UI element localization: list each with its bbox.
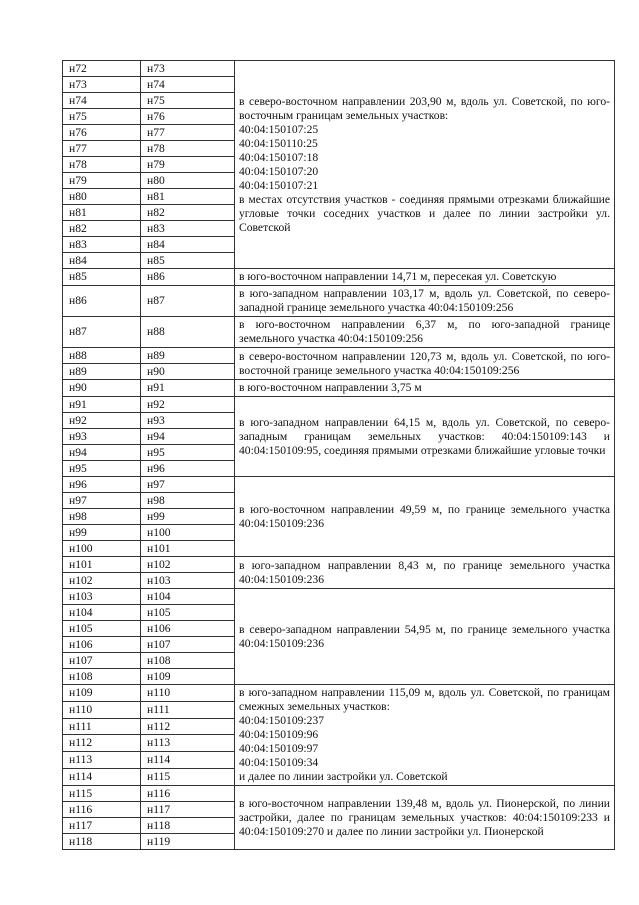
point-from-cell: н81	[63, 205, 141, 221]
point-from-cell: н95	[63, 461, 141, 477]
point-from-cell: н109	[63, 685, 141, 702]
point-from-cell: н91	[63, 397, 141, 413]
point-to-cell: н96	[141, 461, 235, 477]
segment-description-cell	[235, 286, 615, 317]
point-from-cell: н97	[63, 493, 141, 509]
point-from-cell: н89	[63, 364, 141, 380]
description-text: в юго-восточном направлении 14,71 м, пересекая ул. Советскую	[239, 270, 557, 283]
description-text: в северо-восточном направлении 120,73 м, вдоль ул. Советской, по юго-восточной границе земельного участка 40:04:150109:256	[239, 349, 610, 377]
point-to-cell: н79	[141, 157, 235, 173]
point-from-cell: н115	[63, 786, 141, 802]
table-row	[63, 589, 615, 605]
point-to-cell: н82	[141, 205, 235, 221]
point-to-cell: н119	[141, 834, 235, 850]
table-body	[63, 61, 615, 850]
point-to-cell: н114	[141, 752, 235, 769]
point-from-cell: н90	[63, 380, 141, 397]
point-to-cell: н81	[141, 189, 235, 205]
point-from-cell: н101	[63, 557, 141, 573]
point-from-cell: н84	[63, 253, 141, 269]
point-from-cell: н85	[63, 269, 141, 286]
point-from-cell: н107	[63, 653, 141, 669]
description-tail: в местах отсутствия участков - соединяя прямыми отрезками ближайшие угловые точки соседних участков и далее по линии застройки ул. Советской	[239, 192, 610, 234]
point-from-cell: н79	[63, 173, 141, 189]
point-from-cell: н80	[63, 189, 141, 205]
point-from-cell: н116	[63, 802, 141, 818]
point-to-cell: н100	[141, 525, 235, 541]
segment-description-cell	[235, 397, 615, 477]
point-from-cell: н113	[63, 752, 141, 769]
point-from-cell: н106	[63, 637, 141, 653]
table-row	[63, 397, 615, 413]
point-to-cell: н98	[141, 493, 235, 509]
point-from-cell: н98	[63, 509, 141, 525]
point-from-cell: н83	[63, 237, 141, 253]
point-from-cell: н73	[63, 77, 141, 93]
point-to-cell: н78	[141, 141, 235, 157]
point-from-cell: н96	[63, 477, 141, 493]
point-to-cell: н73	[141, 61, 235, 77]
point-from-cell: н100	[63, 541, 141, 557]
cadastral-number: 40:04:150109:237	[239, 714, 325, 727]
point-to-cell: н101	[141, 541, 235, 557]
description-text: в юго-восточном направлении 139,48 м, вдоль ул. Пионерской, по линии застройки, далее по границам земельных участков: 40:04:150109:233 и 40:04:150109:270 и далее по линии застройки ул. Пионерской	[239, 796, 610, 838]
table-row	[63, 685, 615, 702]
point-to-cell: н109	[141, 669, 235, 685]
point-to-cell: н83	[141, 221, 235, 237]
point-from-cell: н72	[63, 61, 141, 77]
point-from-cell: н77	[63, 141, 141, 157]
segment-description-cell	[235, 380, 615, 397]
point-to-cell: н74	[141, 77, 235, 93]
point-to-cell: н76	[141, 109, 235, 125]
description-text: в северо-западном направлении 54,95 м, по границе земельного участка 40:04:150109:236	[239, 622, 610, 650]
point-from-cell: н104	[63, 605, 141, 621]
table-row	[63, 786, 615, 802]
point-to-cell: н118	[141, 818, 235, 834]
point-from-cell: н92	[63, 413, 141, 429]
segment-description-cell	[235, 61, 615, 269]
point-to-cell: н108	[141, 653, 235, 669]
segment-description-cell	[235, 477, 615, 557]
point-from-cell: н118	[63, 834, 141, 850]
point-to-cell: н102	[141, 557, 235, 573]
point-to-cell: н94	[141, 429, 235, 445]
point-to-cell: н90	[141, 364, 235, 380]
point-to-cell: н103	[141, 573, 235, 589]
cadastral-number: 40:04:150107:21	[239, 178, 319, 192]
cadastral-number: 40:04:150107:20	[239, 164, 319, 178]
point-from-cell: н87	[63, 317, 141, 348]
table-row	[63, 61, 615, 77]
cadastral-number: 40:04:150107:25	[239, 122, 319, 136]
point-to-cell: н75	[141, 93, 235, 109]
table-row	[63, 348, 615, 364]
segment-description-cell	[235, 348, 615, 380]
point-to-cell: н97	[141, 477, 235, 493]
point-to-cell: н89	[141, 348, 235, 364]
table-row	[63, 286, 615, 317]
point-to-cell: н115	[141, 769, 235, 786]
point-from-cell: н117	[63, 818, 141, 834]
point-to-cell: н80	[141, 173, 235, 189]
point-from-cell: н110	[63, 701, 141, 718]
point-from-cell: н78	[63, 157, 141, 173]
point-to-cell: н92	[141, 397, 235, 413]
point-from-cell: н111	[63, 718, 141, 735]
segment-description-cell	[235, 786, 615, 850]
segment-description-cell	[235, 557, 615, 589]
point-from-cell: н114	[63, 769, 141, 786]
point-to-cell: н77	[141, 125, 235, 141]
point-to-cell: н95	[141, 445, 235, 461]
segment-description-cell	[235, 685, 615, 786]
description-text: в юго-восточном направлении 3,75 м	[239, 381, 422, 394]
cadastral-number: 40:04:150109:96	[239, 728, 319, 741]
segment-description-cell	[235, 589, 615, 685]
point-from-cell: н76	[63, 125, 141, 141]
description-lead: в юго-западном направлении 115,09 м, вдоль ул. Советской, по границам смежных земельных участков:	[239, 686, 610, 713]
point-to-cell: н99	[141, 509, 235, 525]
description-text: в юго-восточном направлении 49,59 м, по границе земельного участка 40:04:150109:236	[239, 502, 610, 530]
point-to-cell: н93	[141, 413, 235, 429]
table-row	[63, 317, 615, 348]
point-from-cell: н75	[63, 109, 141, 125]
point-from-cell: н103	[63, 589, 141, 605]
point-to-cell: н112	[141, 718, 235, 735]
point-to-cell: н104	[141, 589, 235, 605]
table-row	[63, 380, 615, 397]
point-to-cell: н91	[141, 380, 235, 397]
description-text: в юго-западном направлении 64,15 м, вдоль ул. Советской, по северо-западным границам земельных участков: 40:04:150109:143 и 40:04:150109:95, соединяя прямыми отрезками ближайшие угловые точки	[239, 415, 610, 457]
segment-description-cell	[235, 269, 615, 286]
point-to-cell: н105	[141, 605, 235, 621]
point-to-cell: н111	[141, 701, 235, 718]
point-from-cell: н94	[63, 445, 141, 461]
cadastral-number: 40:04:150109:97	[239, 742, 319, 755]
point-to-cell: н106	[141, 621, 235, 637]
point-from-cell: н82	[63, 221, 141, 237]
point-to-cell: н116	[141, 786, 235, 802]
point-from-cell: н102	[63, 573, 141, 589]
point-to-cell: н107	[141, 637, 235, 653]
point-to-cell: н113	[141, 735, 235, 752]
table-row	[63, 477, 615, 493]
point-to-cell: н88	[141, 317, 235, 348]
point-to-cell: н117	[141, 802, 235, 818]
description-text: в юго-западном направлении 103,17 м, вдоль ул. Советской, по северо-западной границе земельного участка 40:04:150109:256	[239, 287, 610, 314]
table-row	[63, 557, 615, 573]
point-from-cell: н86	[63, 286, 141, 317]
segment-description-cell	[235, 317, 615, 348]
description-text: в юго-восточном направлении 6,37 м, по юго-западной границе земельного участка 40:04:150109:256	[239, 318, 610, 345]
point-from-cell: н93	[63, 429, 141, 445]
point-from-cell: н74	[63, 93, 141, 109]
point-to-cell: н86	[141, 269, 235, 286]
boundary-description-table	[62, 60, 615, 850]
point-from-cell: н88	[63, 348, 141, 364]
point-to-cell: н110	[141, 685, 235, 702]
point-to-cell: н87	[141, 286, 235, 317]
description-text: в юго-западном направлении 8,43 м, по границе земельного участка 40:04:150109:236	[239, 558, 610, 586]
description-tail: и далее по линии застройки ул. Советской	[239, 770, 448, 783]
table-row	[63, 269, 615, 286]
point-from-cell: н99	[63, 525, 141, 541]
cadastral-number: 40:04:150109:34	[239, 756, 319, 769]
cadastral-number: 40:04:150107:18	[239, 150, 319, 164]
point-from-cell: н108	[63, 669, 141, 685]
description-lead: в северо-восточном направлении 203,90 м, вдоль ул. Советской, по юго-восточным границам земельных участков:	[239, 94, 610, 122]
point-from-cell: н105	[63, 621, 141, 637]
point-to-cell: н85	[141, 253, 235, 269]
point-from-cell: н112	[63, 735, 141, 752]
cadastral-number: 40:04:150110:25	[239, 136, 318, 150]
point-to-cell: н84	[141, 237, 235, 253]
